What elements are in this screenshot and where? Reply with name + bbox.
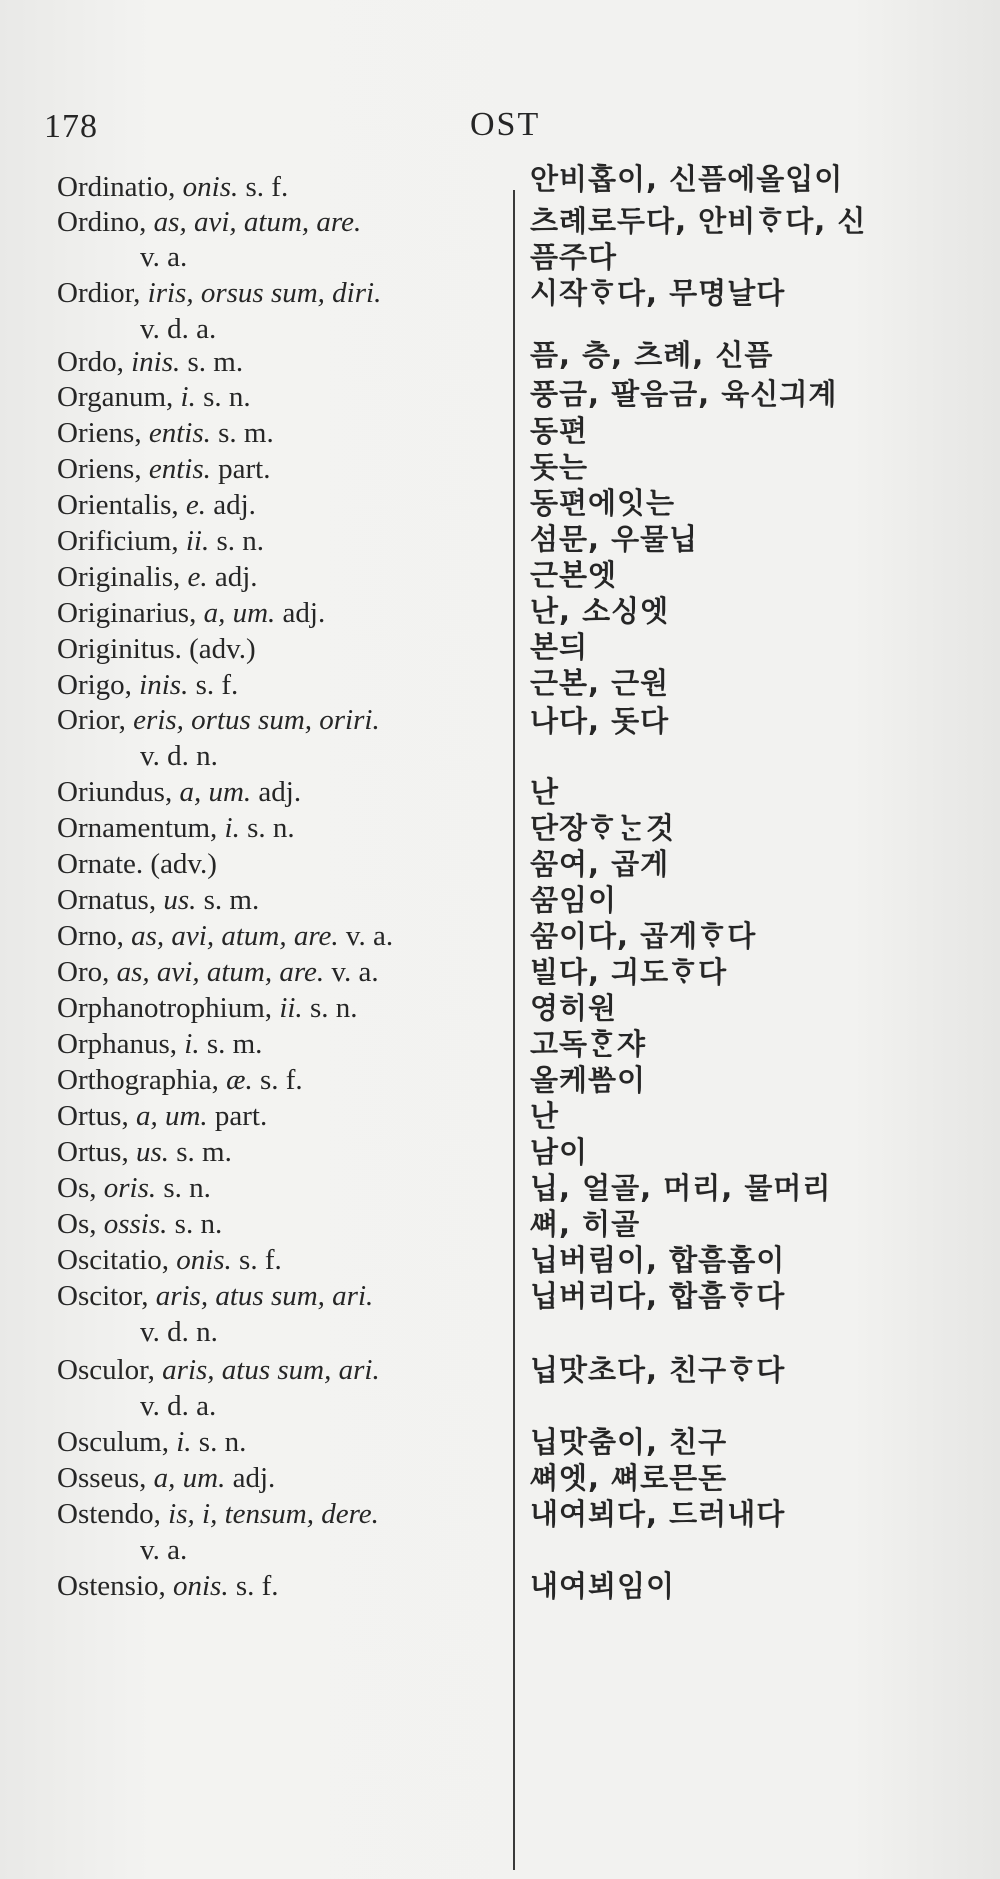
grammar-label: (adv.) xyxy=(189,633,256,665)
korean-gloss: 돗는 xyxy=(530,450,589,484)
inflection: a, um. xyxy=(135,1100,208,1132)
grammar-label: adj. xyxy=(214,561,258,593)
korean-gloss: 닙버리다, 합흠ᄒᆞ다 xyxy=(530,1279,786,1313)
korean-gloss: ᄭᅮᆷ여, 곱게 xyxy=(530,847,670,881)
inflection: eris, ortus sum, oriri. xyxy=(133,704,380,736)
headword: Originarius, xyxy=(57,597,197,629)
grammar-label: s. n. xyxy=(216,525,265,557)
inflection: e. xyxy=(185,489,206,521)
inflection: entis. xyxy=(148,453,211,485)
latin-headword-line xyxy=(57,170,288,204)
inflection: aris, atus sum, ari. xyxy=(155,1280,374,1312)
headword: Orificium, xyxy=(57,525,179,557)
latin-headword-line xyxy=(57,1207,222,1241)
latin-headword-line xyxy=(57,919,393,953)
korean-gloss: 영히원 xyxy=(530,991,618,1025)
korean-gloss: 남이 xyxy=(530,1135,589,1169)
korean-gloss: 난 xyxy=(530,775,560,809)
headword: Ordino, xyxy=(57,206,147,238)
grammar-label: s. m. xyxy=(206,1028,263,1060)
grammar-label: s. m. xyxy=(176,1136,232,1168)
grammar-label-continuation: v. d. a. xyxy=(140,313,217,345)
korean-gloss: 내여뵈다, 드러내다 xyxy=(530,1497,786,1531)
inflection: onis. xyxy=(173,1570,229,1602)
korean-gloss: 난, 소싱엣 xyxy=(530,594,670,628)
korean-gloss: 나다, 돗다 xyxy=(530,704,670,738)
headword: Oriens, xyxy=(57,417,142,449)
korean-gloss: 픔, 층, 츠례, 신픔 xyxy=(530,338,774,372)
inflection: onis. xyxy=(176,1244,232,1276)
grammar-label: part. xyxy=(218,453,271,485)
headword: Orphanotrophium, xyxy=(57,992,273,1024)
grammar-label: adj. xyxy=(232,1462,276,1494)
latin-headword-line xyxy=(57,632,256,666)
grammar-label: part. xyxy=(214,1100,268,1132)
latin-headword-line xyxy=(57,276,381,310)
korean-gloss: 픔주다 xyxy=(530,240,618,274)
inflection: a, um. xyxy=(153,1462,226,1494)
korean-gloss: 단장ᄒᆞᄂᆞᆫ것 xyxy=(530,811,676,845)
latin-headword-line xyxy=(57,1099,267,1133)
headword: Ortus, xyxy=(57,1100,129,1132)
grammar-label: (adv.) xyxy=(150,848,217,880)
grammar-label: s. n. xyxy=(174,1208,223,1240)
latin-headword-line xyxy=(57,560,258,594)
inflection: ii. xyxy=(279,992,303,1024)
latin-headword-line xyxy=(57,883,259,917)
latin-headword-line xyxy=(57,1279,373,1313)
korean-gloss: ᄲᅧ, 히골 xyxy=(530,1207,641,1241)
headword: Ordior, xyxy=(57,277,141,309)
headword: Orthographia, xyxy=(57,1064,219,1096)
korean-gloss: 동편에잇는 xyxy=(530,486,676,520)
latin-headword-line xyxy=(57,1135,232,1169)
latin-headword-line xyxy=(57,524,264,558)
headword: Origo, xyxy=(57,669,132,701)
latin-headword-line xyxy=(57,1425,246,1459)
latin-headword-line xyxy=(57,488,256,522)
latin-headword-line xyxy=(57,847,217,881)
headword: Os, xyxy=(57,1172,97,1204)
grammar-label: adj. xyxy=(213,489,256,521)
headword: Ornamentum, xyxy=(57,812,218,844)
latin-headword-line xyxy=(57,991,357,1025)
inflection: aris, atus sum, ari. xyxy=(162,1354,380,1386)
latin-headword-line xyxy=(57,1243,282,1277)
inflection: æ. xyxy=(226,1064,253,1096)
latin-headword-line xyxy=(57,416,274,450)
korean-gloss: ᄭᅮᆷ임이 xyxy=(530,883,618,917)
korean-gloss: 섬문, 우물닙 xyxy=(530,522,699,556)
headword: Oriundus, xyxy=(57,776,173,808)
latin-headword-line xyxy=(57,1063,303,1097)
inflection: a, um. xyxy=(179,776,252,808)
grammar-label: s. f. xyxy=(195,669,239,701)
latin-headword-line xyxy=(57,775,301,809)
korean-gloss: 빌다, 긔도ᄒᆞ다 xyxy=(530,955,728,989)
inflection: i. xyxy=(180,381,196,413)
inflection: iris, orsus sum, diri. xyxy=(147,277,382,309)
korean-gloss: 츠례로두다, 안비ᄒᆞ다, 신 xyxy=(530,204,867,238)
latin-headword-line xyxy=(57,1171,211,1205)
headword: Originitus. xyxy=(57,633,182,665)
latin-headword-line xyxy=(57,452,270,486)
grammar-label: s. m. xyxy=(218,417,274,449)
inflection: inis. xyxy=(139,669,189,701)
grammar-label-continuation: v. d. n. xyxy=(140,1316,218,1348)
headword: Oriens, xyxy=(57,453,142,485)
latin-headword-line xyxy=(57,380,251,414)
headword: Ostensio, xyxy=(57,1570,166,1602)
grammar-label: s. m. xyxy=(203,884,260,916)
korean-gloss: 난 xyxy=(530,1099,560,1133)
inflection: as, avi, atum, are. xyxy=(153,206,362,238)
inflection: onis. xyxy=(182,171,239,203)
grammar-label-continuation: v. d. n. xyxy=(140,740,218,772)
headword: Ornatus, xyxy=(57,884,157,916)
latin-headword-line xyxy=(57,345,243,379)
inflection: inis. xyxy=(131,346,181,378)
headword: Oscitor, xyxy=(57,1280,149,1312)
grammar-label: adj. xyxy=(258,776,302,808)
grammar-label: s. n. xyxy=(198,1426,247,1458)
korean-gloss: 안비홉이, 신픔에올입이 xyxy=(530,162,844,196)
inflection: us. xyxy=(163,884,197,916)
korean-gloss: 근본, 근원 xyxy=(530,666,670,700)
grammar-label: adj. xyxy=(282,597,326,629)
grammar-label: s. f. xyxy=(235,1570,279,1602)
latin-headword-line xyxy=(57,668,238,702)
grammar-label-continuation: v. a. xyxy=(140,1534,188,1566)
inflection: oris. xyxy=(103,1172,157,1204)
headword: Originalis, xyxy=(57,561,181,593)
korean-gloss: 시작ᄒᆞ다, 무명날다 xyxy=(530,276,786,310)
korean-gloss: 본듸 xyxy=(530,630,589,664)
korean-gloss: 동편 xyxy=(530,414,589,448)
korean-gloss: 닙버림이, 합흠홈이 xyxy=(530,1243,786,1277)
inflection: ossis. xyxy=(103,1208,168,1240)
latin-headword-line xyxy=(57,205,361,239)
korean-gloss: 고독ᄒᆞᆫ쟈 xyxy=(530,1027,647,1061)
headword: Organum, xyxy=(57,381,174,413)
grammar-label: s. f. xyxy=(259,1064,303,1096)
page-number: 178 xyxy=(44,108,98,145)
latin-headword-line xyxy=(57,1027,262,1061)
korean-gloss: ᄭᅮᆷ이다, 곱게ᄒᆞ다 xyxy=(530,919,757,953)
latin-headword-line xyxy=(57,1497,379,1531)
headword: Orior, xyxy=(57,704,126,736)
korean-gloss: 닙맛초다, 친구ᄒᆞ다 xyxy=(530,1353,786,1387)
grammar-label: v. a. xyxy=(345,920,394,952)
inflection: us. xyxy=(135,1136,169,1168)
latin-headword-line xyxy=(57,703,380,737)
inflection: i. xyxy=(224,812,240,844)
latin-headword-line xyxy=(57,1461,275,1495)
inflection: e. xyxy=(187,561,208,593)
grammar-label-continuation: v. d. a. xyxy=(140,1390,217,1422)
inflection: ii. xyxy=(185,525,210,557)
inflection: as, avi, atum, are. xyxy=(131,920,339,952)
headword: Orientalis, xyxy=(57,489,179,521)
inflection: is, i, tensum, dere. xyxy=(168,1498,379,1530)
headword: Ordinatio, xyxy=(57,171,176,203)
korean-gloss: ᄲᅧ엣, ᄲᅧ로믄돈 xyxy=(530,1461,728,1495)
korean-gloss: 닙맛춤이, 친구 xyxy=(530,1425,728,1459)
headword: Osseus, xyxy=(57,1462,147,1494)
headword: Ornate. xyxy=(57,848,144,880)
inflection: a, um. xyxy=(203,597,276,629)
inflection: i. xyxy=(176,1426,192,1458)
inflection: as, avi, atum, are. xyxy=(116,956,325,988)
headword: Osculor, xyxy=(57,1354,155,1386)
headword: Oscitatio, xyxy=(57,1244,169,1276)
grammar-label: s. n. xyxy=(163,1172,211,1204)
korean-gloss: 내여뵈임이 xyxy=(530,1569,676,1603)
grammar-label: v. a. xyxy=(331,956,379,988)
headword: Ostendo, xyxy=(57,1498,161,1530)
grammar-label: s. n. xyxy=(309,992,358,1024)
headword: Oro, xyxy=(57,956,110,988)
latin-headword-line xyxy=(57,955,379,989)
grammar-label: s. n. xyxy=(247,812,295,844)
inflection: entis. xyxy=(148,417,211,449)
korean-gloss: 닙, 얼골, 머리, 물머리 xyxy=(530,1171,832,1205)
headword: Ortus, xyxy=(57,1136,129,1168)
grammar-label: s. f. xyxy=(245,171,289,203)
headword: Orno, xyxy=(57,920,124,952)
korean-gloss: 올케ᄡᅳᆷ이 xyxy=(530,1063,647,1097)
korean-gloss: 풍금, 팔음금, 육신긔계 xyxy=(530,377,838,411)
headword: Ordo, xyxy=(57,346,124,378)
running-head: OST xyxy=(470,106,541,143)
grammar-label-continuation: v. a. xyxy=(140,241,188,273)
latin-headword-line xyxy=(57,1353,380,1387)
latin-headword-line xyxy=(57,596,325,630)
korean-gloss: 근본엣 xyxy=(530,558,618,592)
grammar-label: s. n. xyxy=(203,381,251,413)
headword: Orphanus, xyxy=(57,1028,178,1060)
latin-headword-line xyxy=(57,811,295,845)
latin-headword-line xyxy=(57,1569,279,1603)
grammar-label: s. m. xyxy=(187,346,244,378)
headword: Os, xyxy=(57,1208,97,1240)
headword: Osculum, xyxy=(57,1426,169,1458)
inflection: i. xyxy=(184,1028,200,1060)
grammar-label: s. f. xyxy=(239,1244,282,1276)
